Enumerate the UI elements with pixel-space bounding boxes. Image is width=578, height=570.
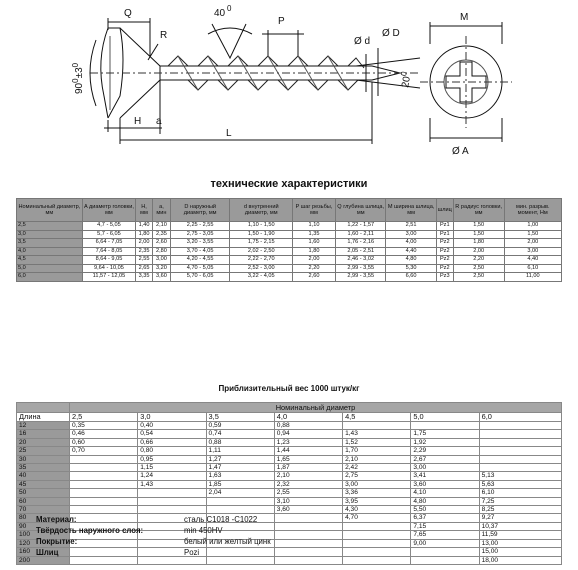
spec-cell: 3,00 [504,247,561,256]
weight-value-cell: 0,40 [138,422,206,430]
spec-cell: 2,35 [152,230,170,239]
weight-value-cell: 1,23 [274,438,342,446]
weight-value-cell [274,531,342,539]
spec-cell: 3,20 [152,264,170,273]
weight-row [17,480,562,488]
weight-value-cell [343,539,411,547]
spec-cell: 11,00 [504,273,561,282]
spec-cell: 1,10 - 1,50 [230,222,293,231]
weight-value-cell [206,506,274,514]
weight-value-cell: 5,50 [411,506,479,514]
label-m: M [460,12,469,23]
weight-value-cell: 0,74 [206,430,274,438]
spec-cell: Pz2 [436,264,453,273]
label-angle-40: 40 [214,8,226,19]
weight-length-cell: 200 [17,556,70,564]
spec-cell: 1,50 [453,222,504,231]
spec-cell: 1,10 [293,222,336,231]
spec-cell: 4,0 [17,247,83,256]
weight-value-cell: 1,27 [206,455,274,463]
label-d-small: Ø d [354,36,371,47]
weight-value-cell: 6,10 [479,489,561,497]
spec-header-cell: D наружный диаметр, мм [170,199,229,222]
spec-cell: 4,40 [504,256,561,265]
weight-value-cell: 2,29 [411,447,479,455]
weight-length-cell: 80 [17,514,70,522]
weight-row [17,438,562,446]
weight-value-cell: 1,47 [206,464,274,472]
weight-value-cell [70,455,138,463]
weight-value-cell: 3,41 [411,472,479,480]
weight-value-cell: 3,10 [274,497,342,505]
weight-value-cell: 0,94 [274,430,342,438]
spec-cell: Pz2 [436,247,453,256]
spec-header-cell: Q глубина шлица, мм [335,199,386,222]
spec-cell: 1,50 - 1,90 [230,230,293,239]
spec-cell: 2,02 - 2,50 [230,247,293,256]
weight-value-cell: 3,36 [343,489,411,497]
spec-header-cell: R радиус головки, мм [453,199,504,222]
weight-value-cell: 10,37 [479,522,561,530]
spec-cell: 2,00 [293,256,336,265]
weight-value-cell: 2,67 [411,455,479,463]
spec-row [17,264,562,273]
weight-value-cell: 2,10 [343,455,411,463]
weight-row [17,422,562,430]
property-key: Твёрдость наружного слоя: [36,526,144,535]
spec-cell: 9,64 - 10,05 [82,264,135,273]
spec-cell: 2,00 [136,239,153,248]
spec-row [17,222,562,231]
spec-cell: 3,35 [136,273,153,282]
spec-cell: 2,05 - 2,51 [335,247,386,256]
weight-value-cell: 0,95 [138,455,206,463]
spec-cell: 2,50 [453,273,504,282]
spec-cell: 1,80 [453,239,504,248]
weight-value-cell: 0,35 [70,422,138,430]
weight-row [17,455,562,463]
spec-cell: 2,99 - 3,55 [335,273,386,282]
weight-row [17,472,562,480]
property-key: Материал: [36,515,77,524]
spec-row [17,239,562,248]
weight-length-cell: 100 [17,531,70,539]
weight-value-cell: 3,00 [411,464,479,472]
weight-value-cell: 7,15 [411,522,479,530]
weight-row [17,430,562,438]
weight-value-cell: 1,92 [411,438,479,446]
weight-length-cell: 120 [17,539,70,547]
weight-value-cell [138,506,206,514]
property-row [36,536,271,547]
weight-value-cell [70,497,138,505]
weight-length-cell: 16 [17,430,70,438]
spec-header-cell: мин. разрыв. момент, Нм [504,199,561,222]
spec-cell: 2,60 [293,273,336,282]
weight-value-cell: 1,70 [343,447,411,455]
label-r: R [160,30,168,41]
spec-cell: 2,65 [136,264,153,273]
weight-value-cell: 0,66 [138,438,206,446]
weight-value-cell: 11,59 [479,531,561,539]
property-value: min 450HV [184,526,223,535]
spec-header-cell: P шаг резьбы, мм [293,199,336,222]
weight-value-cell [274,522,342,530]
spec-cell: 2,60 [152,239,170,248]
spec-header-cell: A диаметр головки, мм [82,199,135,222]
spec-header-cell: Номинальный диаметр, мм [17,199,83,222]
spec-cell: 5,30 [386,264,436,273]
weight-value-cell: 0,88 [206,438,274,446]
weight-value-cell [138,497,206,505]
spec-cell: 6,60 [386,273,436,282]
spec-cell: 2,5 [17,222,83,231]
weight-value-cell: 13,00 [479,539,561,547]
weight-value-cell: 4,80 [411,497,479,505]
spec-cell: 2,35 [136,247,153,256]
screw-technical-drawing [0,0,578,190]
weight-diameter-header: 3,5 [206,413,274,422]
weight-value-cell: 1,15 [138,464,206,472]
weight-value-cell [70,464,138,472]
weight-value-cell: 3,95 [343,497,411,505]
spec-cell: Pz1 [436,222,453,231]
weight-length-header: Длина [17,413,70,422]
weight-value-cell: 3,60 [411,480,479,488]
spec-cell: 4,80 [386,256,436,265]
spec-cell: 3,22 - 4,05 [230,273,293,282]
weight-length-cell: 12 [17,422,70,430]
spec-cell: 1,40 [136,222,153,231]
weight-value-cell [411,422,479,430]
weight-value-cell [343,531,411,539]
weight-value-cell [206,497,274,505]
spec-cell: Pz3 [436,273,453,282]
weight-length-cell: 40 [17,472,70,480]
weight-value-cell: 4,10 [411,489,479,497]
weight-row [17,506,562,514]
spec-cell: 2,10 [152,222,170,231]
property-value: сталь C1018 -C1022 [184,515,258,524]
weight-value-cell [479,464,561,472]
spec-header-cell: H, мм [136,199,153,222]
weight-value-cell: 1,75 [411,430,479,438]
spec-cell: 2,00 [453,247,504,256]
spec-cell: 4,70 - 5,05 [170,264,229,273]
tech-specs-title: технические характеристики [210,178,368,190]
spec-cell: 3,5 [17,239,83,248]
spec-header-cell: a, мин [152,199,170,222]
property-row [36,525,271,536]
spec-cell: 2,51 [386,222,436,231]
weight-value-cell: 0,54 [138,430,206,438]
weight-value-cell: 7,25 [479,497,561,505]
spec-cell: Pz2 [436,256,453,265]
weight-value-cell: 0,88 [274,422,342,430]
weight-value-cell [274,556,342,564]
weight-value-cell: 2,42 [343,464,411,472]
spec-header-cell: шлиц [436,199,453,222]
spec-cell: 2,46 - 3,02 [335,256,386,265]
weight-value-cell: 1,43 [343,430,411,438]
spec-cell: 4,40 [386,247,436,256]
spec-cell: 5,0 [17,264,83,273]
label-l: L [226,128,232,139]
weight-value-cell: 1,11 [206,447,274,455]
label-d-big: Ø D [382,28,400,39]
weight-length-cell: 35 [17,464,70,472]
weight-value-cell: 4,30 [343,506,411,514]
spec-cell: 5,7 - 6,05 [82,230,135,239]
weight-value-cell [70,489,138,497]
spec-cell: 2,80 [152,247,170,256]
weight-length-cell: 70 [17,506,70,514]
spec-cell: 8,64 - 9,05 [82,256,135,265]
weight-value-cell [479,430,561,438]
spec-cell: 6,64 - 7,05 [82,239,135,248]
spec-cell: 1,35 [293,230,336,239]
weight-diameter-header: 2,5 [70,413,138,422]
spec-cell: 2,00 [504,239,561,248]
spec-row [17,247,562,256]
weight-row [17,489,562,497]
spec-cell: 1,80 [136,230,153,239]
weight-value-cell [411,548,479,556]
spec-table [16,198,562,282]
weight-length-cell: 25 [17,447,70,455]
label-p: P [278,16,285,27]
weight-value-cell [274,539,342,547]
weight-value-cell [479,447,561,455]
spec-row [17,230,562,239]
weight-value-cell: 2,10 [274,472,342,480]
weight-value-cell [138,489,206,497]
weight-diameter-header: 4,0 [274,413,342,422]
property-value: Pozi [184,548,200,557]
spec-cell: 1,60 - 2,11 [335,230,386,239]
weight-value-cell: 9,27 [479,514,561,522]
spec-cell: 1,50 [453,230,504,239]
weight-diameter-header: 3,0 [138,413,206,422]
spec-cell: 6,0 [17,273,83,282]
weight-value-cell: 8,25 [479,506,561,514]
spec-cell: Pz2 [436,239,453,248]
weight-value-cell: 15,00 [479,548,561,556]
weight-value-cell [411,556,479,564]
spec-cell: 2,20 [293,264,336,273]
weight-length-cell: 20 [17,438,70,446]
spec-cell: 3,0 [17,230,83,239]
spec-cell: 2,22 - 2,70 [230,256,293,265]
weight-value-cell: 3,60 [274,506,342,514]
property-row [36,514,271,525]
spec-cell: 1,60 [293,239,336,248]
weight-row [17,464,562,472]
spec-cell: 3,60 [152,273,170,282]
weight-value-cell [479,438,561,446]
spec-cell: 2,55 [136,256,153,265]
weight-value-cell: 6,37 [411,514,479,522]
weight-value-cell [70,480,138,488]
weight-length-cell: 50 [17,489,70,497]
weight-diameter-header: 4,5 [343,413,411,422]
weight-value-cell: 1,44 [274,447,342,455]
weight-value-cell: 2,75 [343,472,411,480]
weight-value-cell [343,422,411,430]
weight-value-cell [274,514,342,522]
weight-value-cell: 1,43 [138,480,206,488]
weight-value-cell [70,506,138,514]
label-head-angle: $90^0\pm 3^0$ [71,62,85,94]
weight-value-cell: 0,80 [138,447,206,455]
weight-group-header: Номинальный диаметр [70,403,562,413]
spec-cell: 3,00 [386,230,436,239]
label-diam-a: Ø A [452,146,469,157]
spec-row [17,273,562,282]
weight-value-cell [479,422,561,430]
spec-row [17,256,562,265]
weight-value-cell: 1,24 [138,472,206,480]
spec-cell: 4,5 [17,256,83,265]
weight-diameter-header: 6,0 [479,413,561,422]
spec-cell: 1,75 - 2,15 [230,239,293,248]
weight-value-cell: 5,63 [479,480,561,488]
spec-cell: 4,20 - 4,55 [170,256,229,265]
spec-cell: 1,00 [504,222,561,231]
weight-title: Приблизительный вес 1000 штук/кг [218,384,360,393]
label-q: Q [124,8,132,19]
weight-length-cell: 90 [17,522,70,530]
weight-value-cell: 2,32 [274,480,342,488]
weight-value-cell [343,522,411,530]
weight-value-cell: 5,13 [479,472,561,480]
weight-value-cell: 0,60 [70,438,138,446]
spec-cell: 1,22 - 1,57 [335,222,386,231]
properties-list [36,514,271,558]
spec-cell: 4,00 [386,239,436,248]
label-h: H [134,116,142,127]
label-tip-angle: $20^0$ [399,70,413,89]
weight-value-cell [343,548,411,556]
weight-length-cell: 160 [17,548,70,556]
spec-cell: 3,20 - 3,55 [170,239,229,248]
spec-cell: 3,70 - 4,05 [170,247,229,256]
weight-corner-cell [17,403,70,413]
spec-cell: 2,50 [453,264,504,273]
spec-cell: 6,10 [504,264,561,273]
weight-diameter-header: 5,0 [411,413,479,422]
spec-cell: 1,76 - 2,16 [335,239,386,248]
spec-cell: 3,00 [152,256,170,265]
weight-value-cell: 4,70 [343,514,411,522]
spec-header-cell: d внутренний диаметр, мм [230,199,293,222]
property-row [36,547,271,558]
weight-value-cell [274,548,342,556]
weight-value-cell: 1,63 [206,472,274,480]
weight-value-cell: 0,59 [206,422,274,430]
weight-value-cell: 0,70 [70,447,138,455]
weight-value-cell: 18,00 [479,556,561,564]
weight-value-cell: 9,00 [411,539,479,547]
spec-cell: 2,25 - 2,55 [170,222,229,231]
weight-row [17,447,562,455]
weight-value-cell: 1,52 [343,438,411,446]
spec-cell: Pz1 [436,230,453,239]
spec-cell: 7,64 - 8,05 [82,247,135,256]
spec-cell: 4,7 - 5,05 [82,222,135,231]
weight-value-cell [70,472,138,480]
weight-length-cell: 45 [17,480,70,488]
weight-value-cell: 0,46 [70,430,138,438]
label-a: a [156,116,162,127]
weight-length-cell: 30 [17,455,70,463]
spec-cell: 1,80 [293,247,336,256]
spec-header-cell: M ширина шлица, мм [386,199,436,222]
weight-value-cell: 1,65 [274,455,342,463]
weight-value-cell: 1,85 [206,480,274,488]
weight-value-cell: 3,00 [343,480,411,488]
property-value: белый или желтый цинк [184,537,271,546]
weight-value-cell: 2,55 [274,489,342,497]
spec-cell: 2,52 - 3,00 [230,264,293,273]
weight-value-cell: 1,87 [274,464,342,472]
weight-value-cell: 2,04 [206,489,274,497]
weight-value-cell [479,455,561,463]
weight-value-cell: 7,65 [411,531,479,539]
spec-cell: 1,50 [504,230,561,239]
spec-cell: 2,99 - 3,55 [335,264,386,273]
weight-length-cell: 60 [17,497,70,505]
property-key: Шлиц [36,548,59,557]
label-angle-40-deg: 0 [227,4,232,13]
property-key: Покрытие: [36,537,78,546]
weight-row [17,497,562,505]
spec-cell: 2,20 [453,256,504,265]
weight-value-cell [343,556,411,564]
spec-cell: 2,75 - 3,05 [170,230,229,239]
spec-cell: 11,57 - 12,05 [82,273,135,282]
spec-cell: 5,70 - 6,05 [170,273,229,282]
